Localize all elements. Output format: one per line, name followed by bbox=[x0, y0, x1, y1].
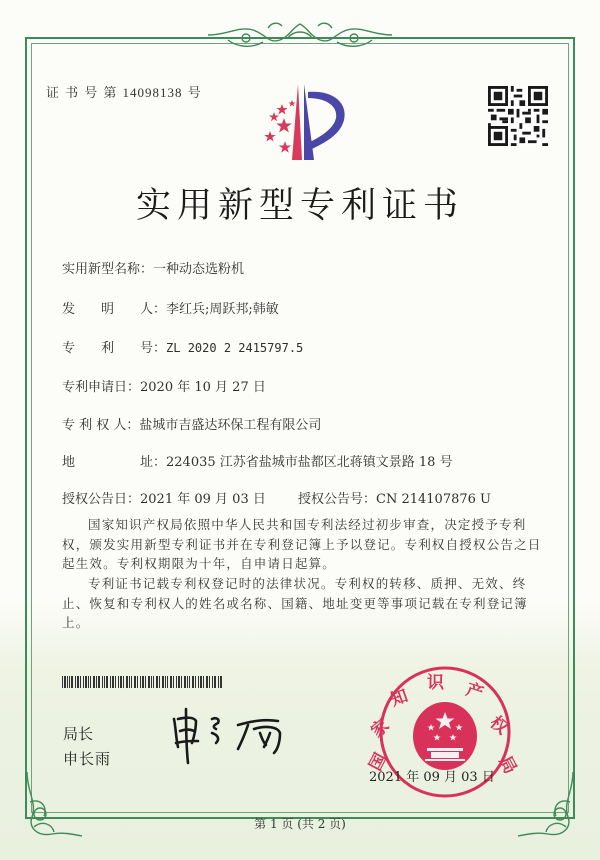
seal-date: 2021 年 09 月 03 日 bbox=[369, 770, 495, 785]
certificate-number-value: 14098138 bbox=[122, 85, 183, 100]
field-label: 专 利 号： bbox=[62, 341, 167, 356]
director-name: 申长雨 bbox=[63, 750, 112, 768]
page-indicator: 第 1 页 (共 2 页) bbox=[254, 817, 346, 831]
qr-code-icon bbox=[488, 84, 548, 148]
field-value: 一种动态选粉机 bbox=[153, 262, 245, 277]
field-label: 实用新型名称： bbox=[62, 262, 154, 277]
certificate-number-suffix: 号 bbox=[187, 86, 202, 101]
svg-text:家: 家 bbox=[367, 715, 394, 742]
certificate-title: 实用新型专利证书 bbox=[135, 186, 464, 226]
field-grant-number bbox=[298, 488, 491, 507]
cnipa-logo-icon bbox=[252, 78, 352, 164]
field-value: 盐城市吉盛达环保工程有限公司 bbox=[139, 418, 322, 433]
signature-icon bbox=[168, 705, 308, 765]
field-label: 授权公告日： bbox=[62, 492, 141, 507]
field-value: 2021 年 09 月 03 日 bbox=[140, 492, 266, 507]
field-label: 授权公告号： bbox=[298, 492, 377, 507]
svg-text:知: 知 bbox=[387, 686, 411, 711]
field-label: 专 利 权 人： bbox=[62, 418, 140, 433]
certificate-number bbox=[46, 82, 202, 101]
field-label: 地 址： bbox=[62, 455, 167, 470]
svg-text:识: 识 bbox=[427, 673, 444, 693]
field-patent-number bbox=[62, 337, 303, 356]
paragraph-grant-statement: 国家知识产权局依照中华人民共和国专利法经过初步审查，决定授予专利权，颁发实用新型专利证书并在专利登记簿上予以登记。专利权自授权公告之日起生效。专利权期限为十年，自申请日起算。 bbox=[62, 517, 542, 571]
director-title: 局长 bbox=[63, 725, 94, 743]
field-label: 发 明 人： bbox=[62, 302, 167, 317]
field-application-date bbox=[62, 376, 266, 395]
field-value: 2020 年 10 月 27 日 bbox=[140, 380, 266, 395]
certificate-number-label: 证 书 号 第 bbox=[46, 86, 118, 101]
svg-text:局: 局 bbox=[494, 752, 521, 778]
field-value: CN 214107876 U bbox=[376, 492, 491, 507]
field-value: ZL 2020 2 2415797.5 bbox=[166, 341, 304, 355]
barcode-icon bbox=[62, 676, 222, 688]
field-grant-date bbox=[62, 488, 266, 507]
field-inventors bbox=[62, 298, 279, 317]
field-utility-model-name bbox=[62, 258, 244, 277]
svg-text:国: 国 bbox=[365, 749, 392, 775]
svg-text:产: 产 bbox=[463, 679, 486, 705]
field-label: 专利申请日： bbox=[62, 380, 141, 395]
field-value: 李红兵;周跃邦;韩敏 bbox=[166, 302, 279, 317]
top-ornament-icon bbox=[208, 18, 392, 52]
field-address bbox=[62, 451, 453, 470]
field-patentee bbox=[62, 414, 321, 433]
field-value: 224035 江苏省盐城市盐都区北蒋镇文景路 18 号 bbox=[166, 455, 453, 470]
svg-text:权: 权 bbox=[485, 712, 512, 739]
paragraph-legal-status: 专利证书记载专利权登记时的法律状况。专利权的转移、质押、无效、终止、恢复和专利权人的姓名或名称、国籍、地址变更等事项记载在专利登记簿上。 bbox=[62, 576, 528, 630]
